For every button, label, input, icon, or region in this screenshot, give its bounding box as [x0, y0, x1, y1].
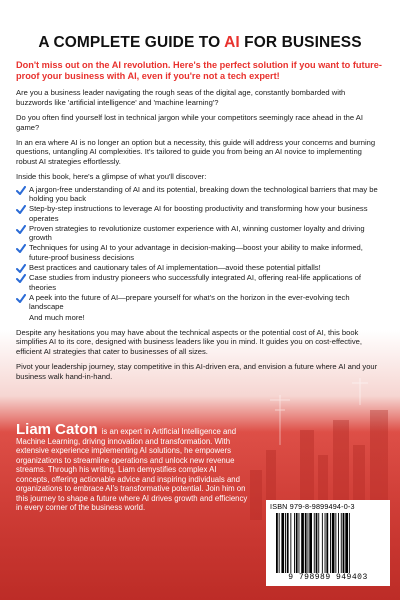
- list-item-text: A peek into the future of AI—prepare yourself for what's on the horizon in the ever-evolving tech landscape: [29, 292, 350, 312]
- barcode-panel: [266, 500, 390, 586]
- list-item-text: Case studies from industry pioneers who successfully integrated AI, offering real-life applications of theories: [29, 273, 362, 292]
- checkmark-icon: [16, 264, 26, 273]
- feature-list: [16, 185, 382, 322]
- list-item-text: Step-by-step instructions to leverage AI for boosting productivity and transforming how your business operates: [29, 204, 368, 223]
- list-item-text: Techniques for using AI to your advantage in decision-making—boost your ability to make informed, future-proof business decisions: [29, 243, 363, 262]
- author-name: Liam Caton: [16, 421, 98, 438]
- isbn-text: ISBN 979-8-9899494-0-3: [270, 502, 355, 511]
- checkmark-icon: [16, 274, 26, 283]
- title-accent: AI: [224, 34, 240, 51]
- paragraph: In an era where AI is no longer an option but a necessity, this guide will address your concerns and burning questions, untangling AI complexities. It's tailored to guide you from being an AI novice to implementing robust AI strategies effortlessly.: [16, 138, 376, 166]
- title-part-2: FOR BUSINESS: [239, 34, 362, 51]
- list-item: [16, 293, 382, 312]
- list-item-more: And much more!: [29, 312, 85, 322]
- list-item: [16, 224, 382, 243]
- list-item: [16, 185, 382, 204]
- author-bio: [16, 421, 248, 513]
- list-item-text: A jargon-free understanding of AI and its potential, breaking down the technological barriers that may be holding you back: [29, 184, 378, 204]
- barcode-graphic: [276, 513, 382, 573]
- list-item: [16, 263, 382, 272]
- closing-paragraph: Despite any hesitations you may have about the technical aspects or the potential cost of AI, this book simplifies AI to its core, designed with business leaders like you in mind. It guides you on cost-effective, efficient AI strategies that cater to businesses of all sizes.: [16, 327, 362, 356]
- list-item: [16, 204, 382, 223]
- checkmark-icon: [16, 244, 26, 253]
- paragraph: Inside this book, here's a glimpse of what you'll discover:: [16, 172, 207, 182]
- checkmark-icon: [16, 205, 26, 214]
- barcode-number: 9 798989 949403: [288, 573, 368, 582]
- checkmark-icon: [16, 225, 26, 234]
- author-bio-text: is an expert in Artificial Intelligence and Machine Learning, driving innovation and transformation. With extensive experience implementing AI solutions, he empowers organizations to streamline operations and unlock new revenue streams. Through his writing, Liam demystifies complex AI concepts, offering actionable advice and inspiring individuals and organizations to embrace AI's transformative potential. Join him on this journey to shape a future where AI drives growth and efficiency in every corner of the business world.: [16, 427, 248, 512]
- paragraph: Do you often find yourself lost in technical jargon while your competitors seemingly race ahead in the AI game?: [16, 113, 363, 132]
- checkmark-icon: [16, 186, 26, 195]
- blurb: [16, 60, 382, 387]
- paragraph: Are you a business leader navigating the rough seas of the digital age, constantly bombarded with buzzwords like 'artificial intelligence' and 'machine learning'?: [16, 88, 346, 107]
- checkmark-icon: [16, 294, 26, 303]
- title-part-1: A COMPLETE GUIDE TO: [38, 34, 225, 51]
- list-item: [16, 273, 382, 292]
- list-item-text: Proven strategies to revolutionize customer experience with AI, winning customer loyalty and driving growth: [29, 223, 365, 243]
- list-item-text: Best practices and cautionary tales of AI implementation—avoid these potential pitfalls!: [29, 263, 321, 273]
- lead-text: Don't miss out on the AI revolution. Here's the perfect solution if you want to future-proof your business with AI, even if you're not a tech expert!: [16, 60, 382, 82]
- list-item: [16, 243, 382, 262]
- cover-title: [0, 34, 400, 52]
- closing-paragraph: Pivot your leadership journey, stay competitive in this AI-driven era, and envision a future where AI and your business walk hand-in-hand.: [16, 362, 378, 381]
